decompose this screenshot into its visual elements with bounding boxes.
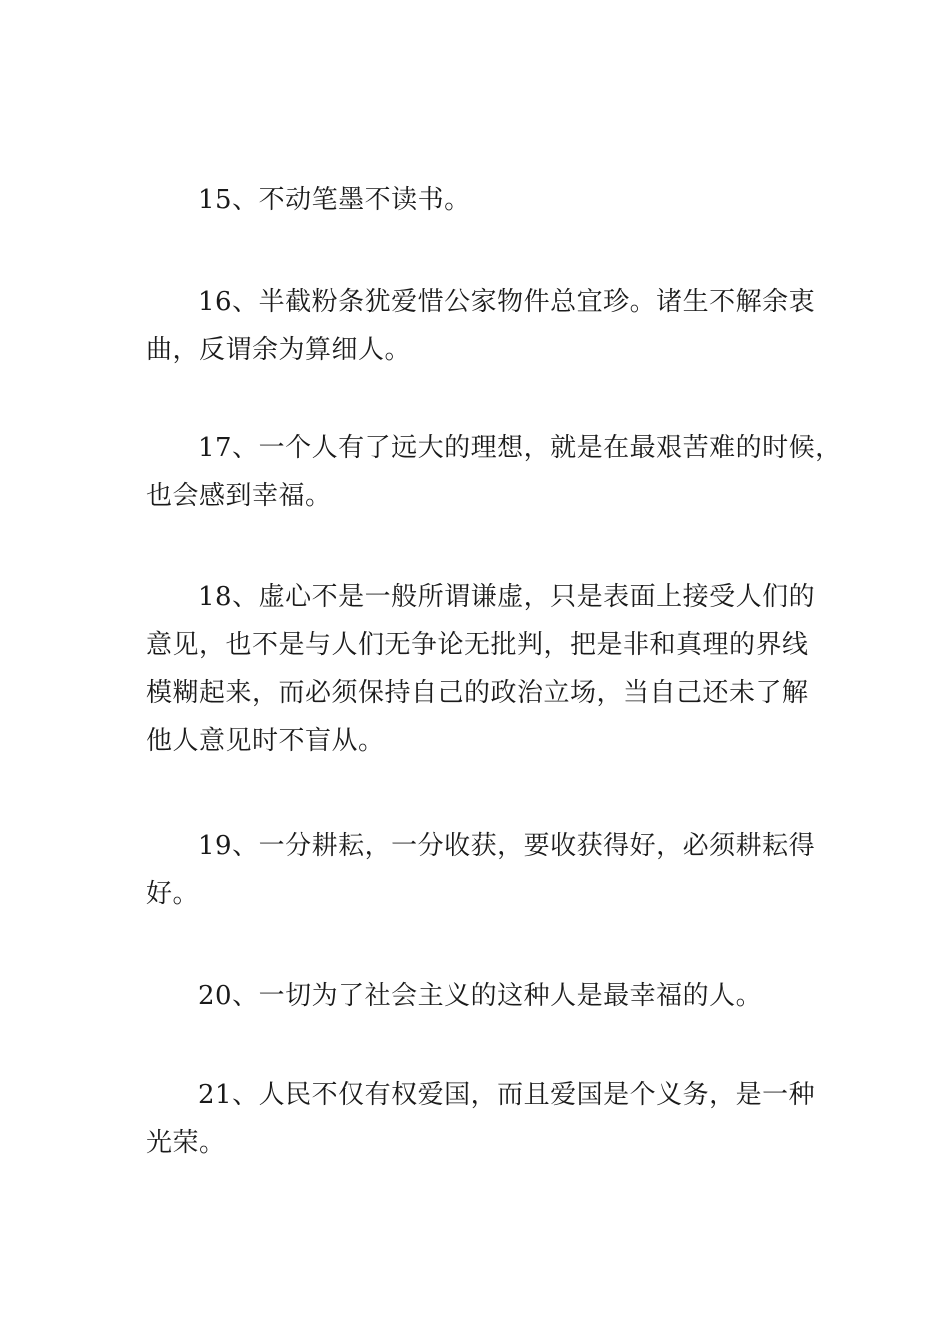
paragraph-line: 光荣。 bbox=[146, 1128, 226, 1158]
paragraph-19 bbox=[146, 822, 816, 918]
paragraph-line: 曲，反谓余为算细人。 bbox=[146, 335, 412, 365]
paragraph-line: 意见，也不是与人们无争论无批判，把是非和真理的界线 bbox=[146, 630, 809, 660]
paragraph-line: 20、一切为了社会主义的这种人是最幸福的人。 bbox=[198, 981, 763, 1011]
paragraph-18 bbox=[146, 573, 816, 765]
paragraph-20 bbox=[146, 972, 810, 1020]
paragraph-21 bbox=[146, 1071, 816, 1167]
paragraph-15 bbox=[146, 176, 810, 224]
paragraph-line: 好。 bbox=[146, 879, 200, 909]
paragraph-line: 模糊起来，而必须保持自己的政治立场，当自己还未了解 bbox=[146, 678, 809, 708]
paragraph-line: 18、虚心不是一般所谓谦虚，只是表面上接受人们的 bbox=[198, 582, 816, 612]
paragraph-line: 19、一分耕耘，一分收获，要收获得好，必须耕耘得 bbox=[198, 831, 816, 861]
paragraph-line: 15、不动笔墨不读书。 bbox=[198, 185, 471, 215]
paragraph-16 bbox=[146, 278, 816, 374]
paragraph-17 bbox=[146, 424, 842, 520]
paragraph-line: 也会感到幸福。 bbox=[146, 481, 332, 511]
paragraph-line: 21、人民不仅有权爱国，而且爱国是个义务，是一种 bbox=[198, 1080, 816, 1110]
paragraph-line: 17、一个人有了远大的理想，就是在最艰苦难的时候， bbox=[198, 433, 842, 463]
paragraph-line: 他人意见时不盲从。 bbox=[146, 726, 385, 756]
paragraph-line: 16、半截粉条犹爱惜公家物件总宜珍。诸生不解余衷 bbox=[198, 287, 816, 317]
